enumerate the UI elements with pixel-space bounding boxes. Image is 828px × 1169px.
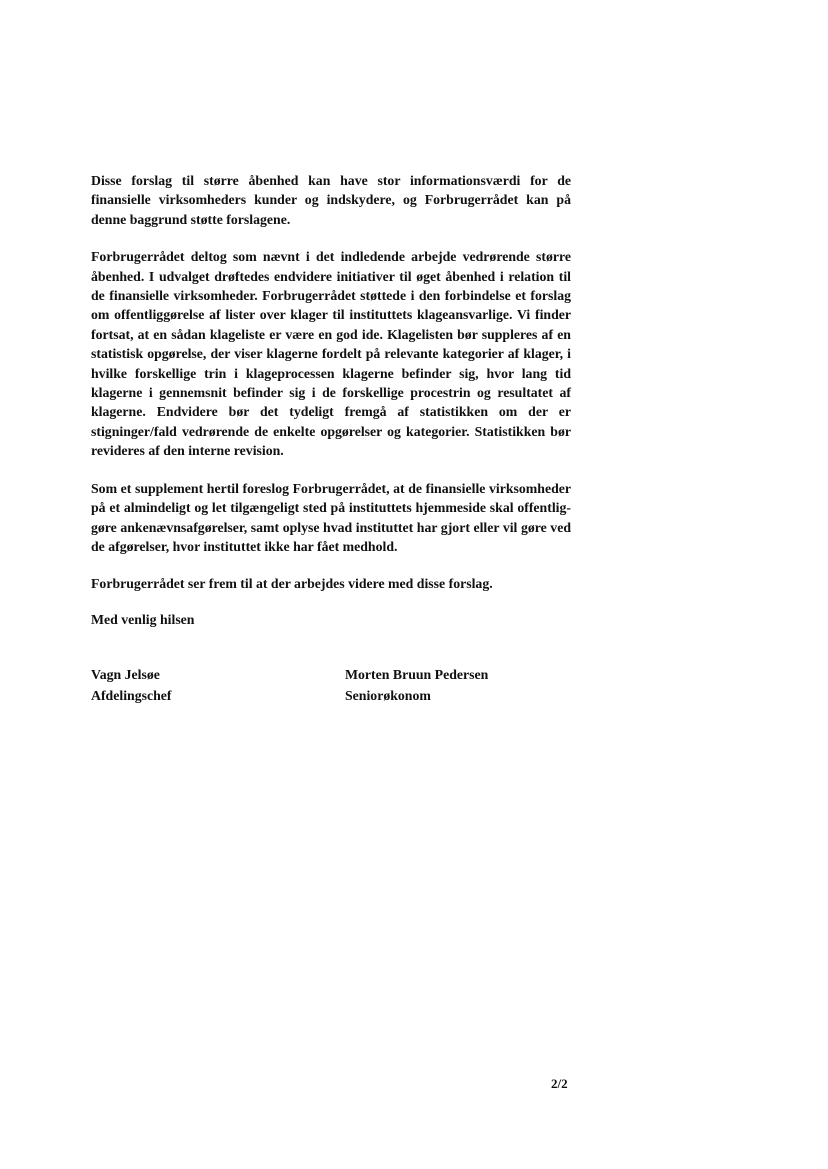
paragraph-openness-proposals: Disse forslag til større åbenhed kan have stor informationsværdi for de finansielle virksomheders kunder og indskydere, og Forbrugerrådet kan på denne baggrund støtte forslagene. bbox=[91, 173, 571, 227]
page-number: 2/2 bbox=[551, 1076, 568, 1091]
letter-body bbox=[91, 171, 571, 594]
signer-title: Seniorøkonom bbox=[345, 687, 431, 703]
paragraph-complaint-list: Forbrugerrådet deltog som nævnt i det indledende arbejde vedrørende større åbenhed. I udvalget drøftedes endvidere initiativer til øget åbenhed i relation til de finansielle virksomheder. Forbrugerrådet støttede i den forbindelse et forslag om offentliggørelse af lister over klager til instituttets klageansvarlige. Vi finder fortsat, at en sådan klageliste er være en god ide. Klagelisten bør suppleres af en statistisk opgørelse, der viser klagerne fordelt på relevante kategorier af klager, i hvilke forskellige trin i klageprocessen klagerne befinder sig, hvor lang tid klagerne i gennemsnit befinder sig i de forskellige procestrin og resultatet af klagerne. Endvidere bør det tydeligt fremgå af statistikken om der er stigninger/fald vedrørende de enkelte opgørelser og kategorier. Statistikken bør revideres af den interne revision. bbox=[91, 249, 571, 459]
signer-name: Morten Bruun Pedersen bbox=[345, 667, 489, 682]
paragraph-closing-remark: Forbrugerrådet ser frem til at der arbejdes videre med disse forslag. bbox=[91, 576, 493, 592]
signer-block-right bbox=[345, 665, 488, 706]
paragraph-appeal-decisions: Som et supplement hertil foreslog Forbrugerrådet, at de finansielle virksomheder på et almindeligt og let tilgængeligt sted på instituttets hjemmeside skal offentliggøre ankenævnsafgørelser, samt oplyse hvad instituttet har gjort eller vil gøre ved de afgørelser, hvor instituttet ikke har fået medhold. bbox=[91, 480, 571, 554]
closing-greeting: Med venlig hilsen bbox=[91, 612, 195, 627]
signer-block-left bbox=[91, 665, 171, 706]
signer-title: Afdelingschef bbox=[91, 687, 172, 703]
signer-name: Vagn Jelsøe bbox=[91, 667, 160, 682]
